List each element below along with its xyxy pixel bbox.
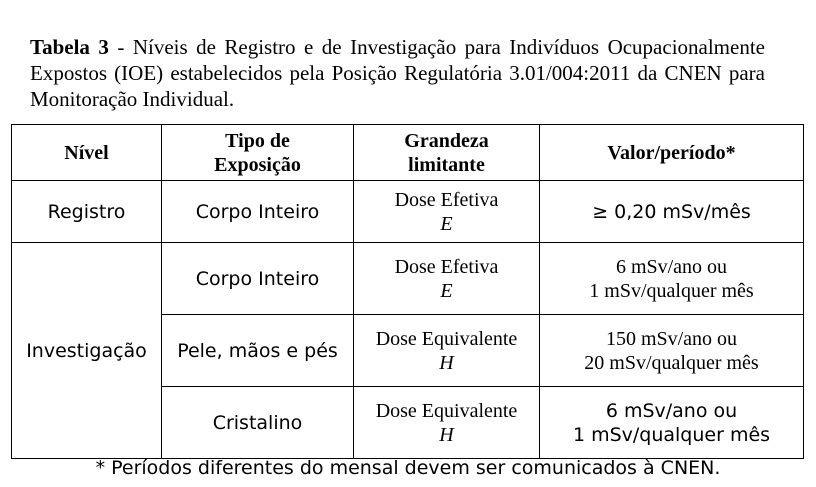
cell-nivel: Investigação — [12, 243, 162, 459]
cell-grandeza — [354, 181, 540, 243]
table-row — [12, 181, 804, 243]
cell-tipo: Corpo Inteiro — [162, 181, 354, 243]
cell-tipo: Corpo Inteiro — [162, 243, 354, 315]
cell-valor — [540, 387, 804, 459]
header-tipo-line1: Tipo de — [225, 129, 290, 152]
header-grandeza-line1: Grandeza — [404, 129, 489, 152]
cell-valor-line1: 6 mSv/ano ou — [615, 255, 728, 278]
table-footnote: * Períodos diferentes do mensal devem ser comunicados à CNEN. — [95, 457, 721, 479]
header-valor: Valor/período* — [540, 125, 804, 181]
header-grandeza-line2: limitante — [408, 153, 485, 176]
cell-grandeza-symbol: H — [439, 351, 454, 374]
caption-text: - Níveis de Registro e de Investigação para Indivíduos Ocupacionalmente Expostos (IOE) estabelecidos pela Posição Regulatória 3.01/004:2011 da CNEN para Monitoração Individual. — [30, 35, 765, 111]
header-tipo — [162, 125, 354, 181]
table-caption — [30, 34, 765, 112]
cell-valor-line2: 1 mSv/qualquer mês — [572, 423, 771, 446]
cell-grandeza — [354, 315, 540, 387]
cell-valor-line1: 6 mSv/ano ou — [605, 399, 738, 422]
cell-grandeza-name: Dose Efetiva — [394, 188, 499, 211]
header-nivel: Nível — [12, 125, 162, 181]
header-grandeza — [354, 125, 540, 181]
cell-grandeza — [354, 387, 540, 459]
table-row — [12, 243, 804, 315]
cell-tipo: Pele, mãos e pés — [162, 315, 354, 387]
cell-valor — [540, 181, 804, 243]
cell-grandeza-symbol: E — [440, 279, 453, 302]
cell-grandeza-name: Dose Efetiva — [394, 255, 499, 278]
cell-grandeza-name: Dose Equivalente — [375, 399, 518, 422]
cell-grandeza — [354, 243, 540, 315]
cell-valor-line2: 1 mSv/qualquer mês — [589, 279, 754, 302]
cell-valor — [540, 243, 804, 315]
cell-valor-line1: 150 mSv/ano ou — [605, 327, 738, 350]
dose-levels-table — [11, 124, 804, 459]
cell-valor — [540, 315, 804, 387]
header-row — [12, 125, 804, 181]
cell-grandeza-name: Dose Equivalente — [375, 327, 518, 350]
cell-nivel: Registro — [12, 181, 162, 243]
cell-grandeza-symbol: E — [440, 212, 453, 235]
cell-tipo: Cristalino — [162, 387, 354, 459]
header-tipo-line2: Exposição — [214, 153, 301, 176]
cell-valor-line1: ≥ 0,20 mSv/mês — [592, 200, 751, 223]
caption-label: Tabela 3 — [30, 35, 109, 59]
cell-grandeza-symbol: H — [439, 423, 454, 446]
cell-valor-line2: 20 mSv/qualquer mês — [584, 351, 759, 374]
